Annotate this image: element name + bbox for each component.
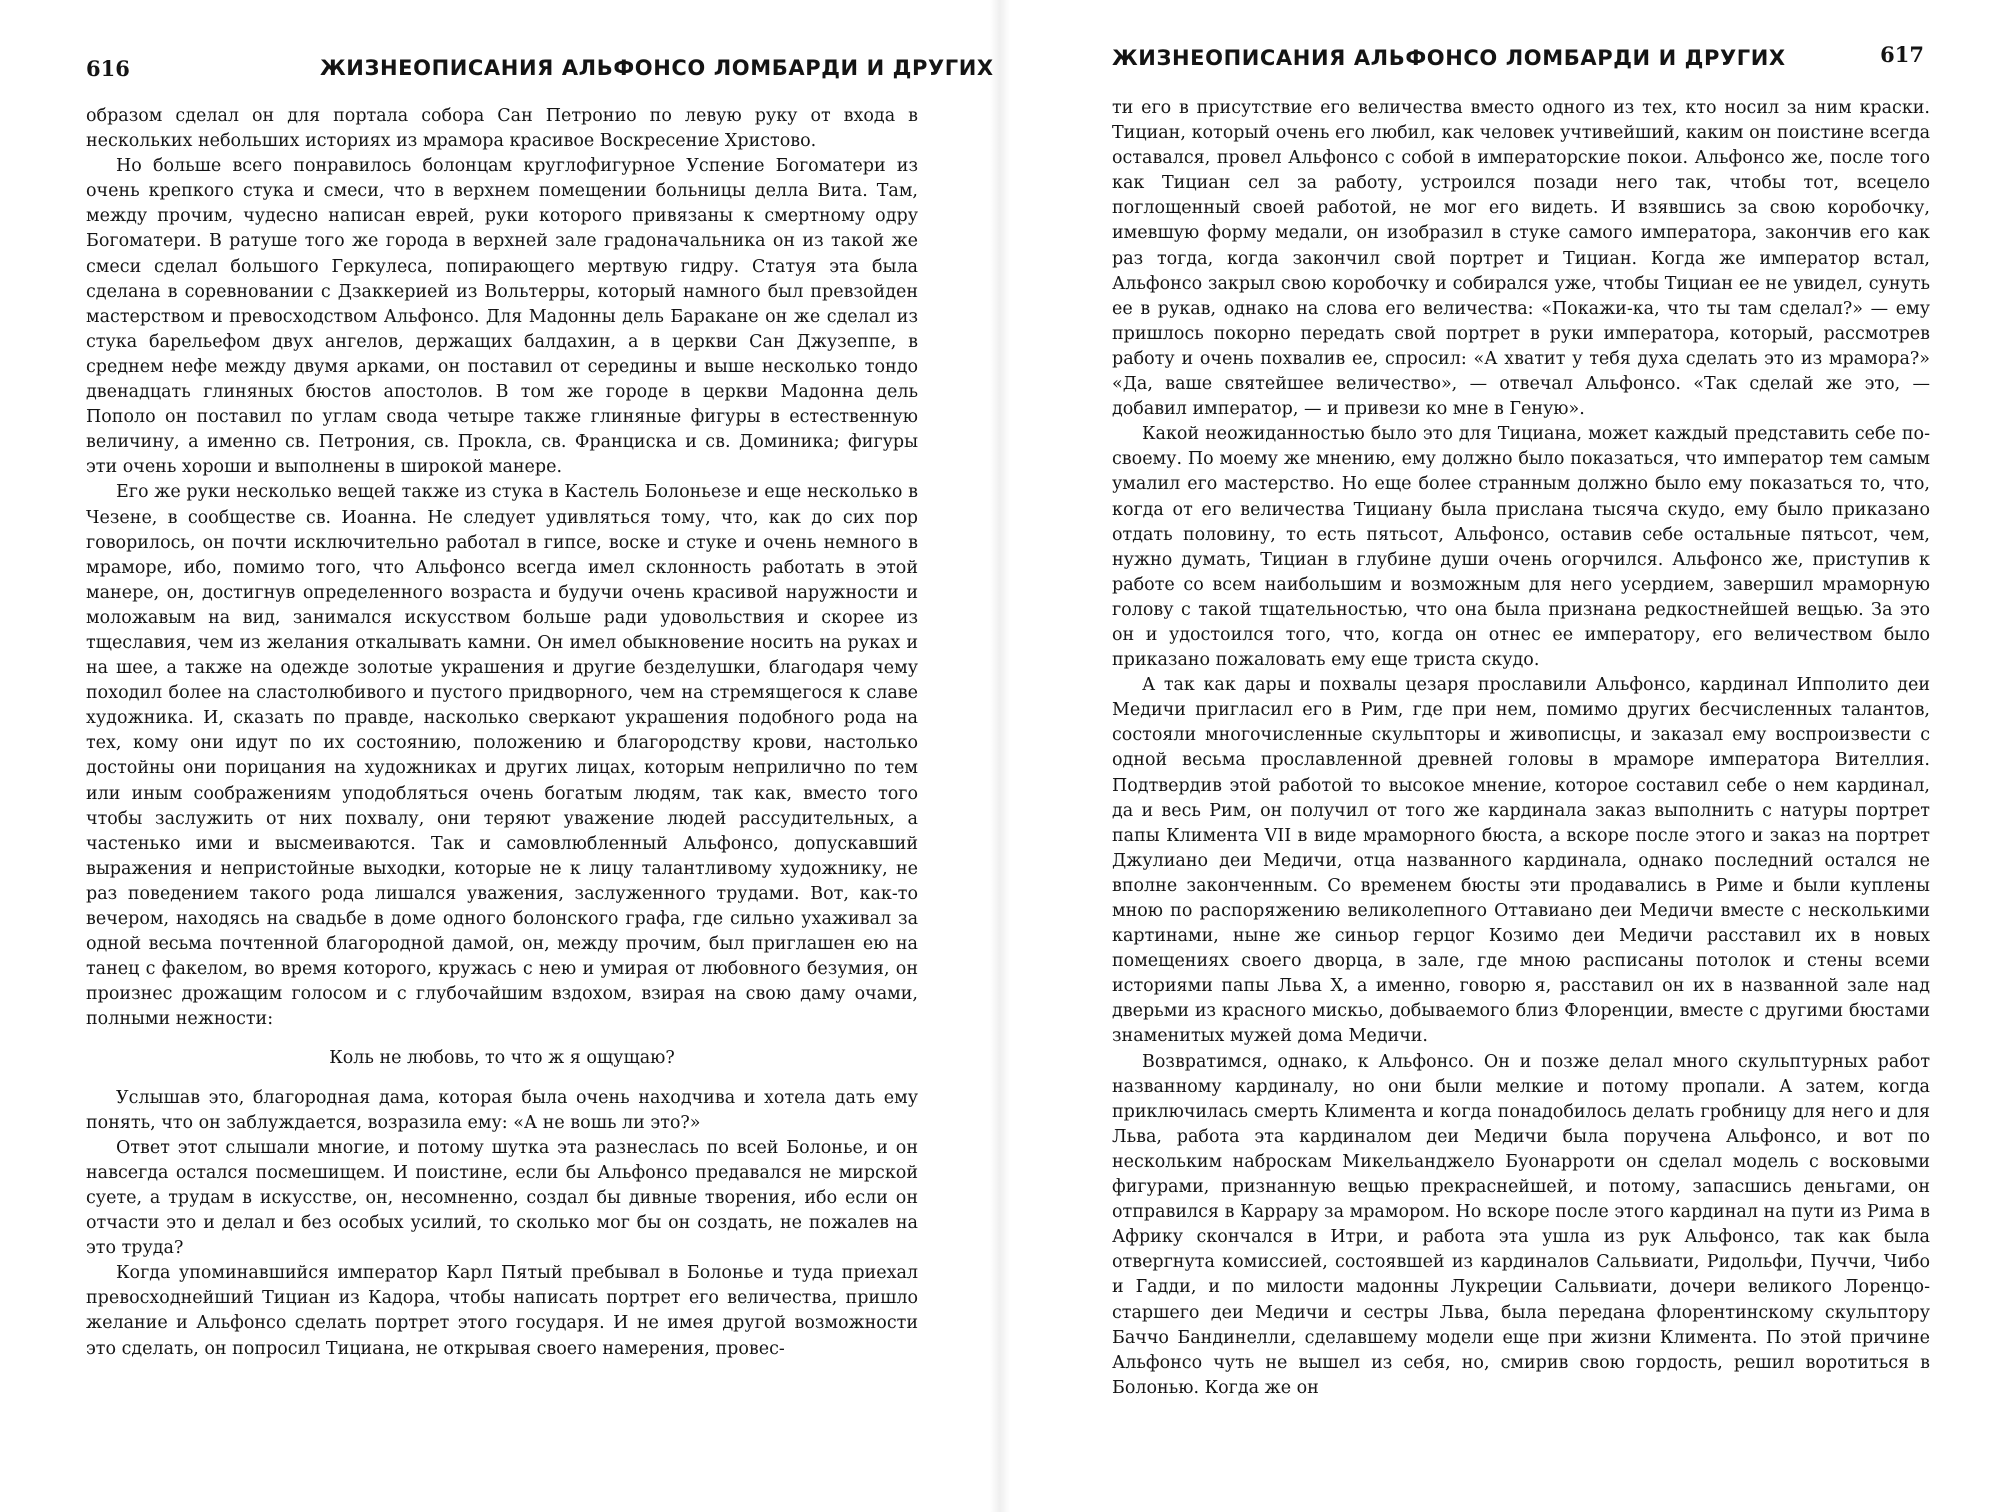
paragraph: Когда упоминавшийся император Карл Пятый пребывал в Болонье и туда приехал превосходнейший Тициан из Кадора, чтобы написать портрет его величества, пришло желание и Альфонсо сделать портрет этого государя. И не имея другой возможности это сделать, он попросил Тициана, не открывая своего намерения, провес- — [86, 1263, 918, 1359]
paragraph: образом сделал он для портала собора Сан Петронио по левую руку от входа в нескольких небольших историях из мрамора красивое Воскресение Христово. — [86, 106, 918, 152]
paragraph: Какой неожиданностью было это для Тициана, может каждый представить себе по-своему. По моему же мнению, ему должно было показаться, что император тем самым умалил его мастерство. Но еще более странным должно было ему показаться то, что, когда от его величества Тициану была прислана тысяча скудо, ему было приказано отдать половину, то есть пятьсот, Альфонсо, оставив себе остальные пятьсот, чем, нужно думать, Тициан в глубине души очень огорчился. Альфонсо же, приступив к работе со всем наибольшим и возможным для него усердием, завершил мраморную голову с такой тщательностью, что она была признана редкостнейшей вещью. За это он и удостоился того, что, когда он отнес ее императору, его величеством было приказано пожаловать ему еще триста скудо. — [1112, 424, 1930, 671]
right-page — [1000, 0, 2000, 1512]
paragraph: Ответ этот слышали многие, и потому шутка эта разнеслась по всей Болонье, и он навсегда остался посмешищем. И поистине, если бы Альфонсо предавался не мирской суете, а трудам в искусстве, он, несомненно, создал бы дивные творения, ибо если он отчасти это и делал и без особых усилий, то сколько мог бы он создать, не пожалев на это труда? — [86, 1137, 918, 1259]
paragraph: ти его в присутствие его величества вместо одного из тех, кто носил за ним краски. Тициан, который очень его любил, как человек учтивейший, каким он поистине всегда оставался, провел Альфонсо с собой в императорские покои. Альфонсо же, после того как Тициан сел за работу, устроился позади него так, чтобы тот, всецело поглощенный своей работой, не мог его видеть. И взявшись за свою коробочку, имевшую форму медали, он изобразил в стуке самого императора, закончив его как раз тогда, когда закончил свой портрет и Тициан. Когда же император встал, Альфонсо закрыл свою коробочку и собирался уже, чтобы Тициан ее не увидел, сунуть ее в рукав, однако на слова его величества: «Покажи-ка, что ты там сделал?» — ему пришлось покорно передать свой портрет в руки императора, который, рассмотрев работу и очень похвалив ее, спросил: «А хватит у тебя духа сделать это из мрамора?» «Да, ваше святейшее величество», — отвечал Альфонсо. «Так сделай же это, — добавил император, — и привези ко мне в Геную». — [1112, 98, 1930, 420]
paragraph: А так как дары и похвалы цезаря прославили Альфонсо, кардинал Ипполито деи Медичи пригласил его в Рим, где при нем, помимо других бесчисленных талантов, состояли многочисленные скульпторы и живописцы, и заказал ему воспроизвести с одной весьма прославленной древней головы в мраморе императора Вителлия. Подтвердив этой работой то высокое мнение, которое составил себе о нем кардинал, да и весь Рим, он получил от того же кардинала заказ выполнить с натуры портрет папы Климента VII в виде мраморного бюста, а вскоре после этого и заказ на портрет Джулиано деи Медичи, отца названного кардинала, однако последний остался не вполне законченным. Со временем бюсты эти продавались в Риме и были куплены мною по распоряжению великолепного Оттавиано деи Медичи вместе с несколькими картинами, ныне же синьор герцог Козимо деи Медичи расставил их в новых помещениях своего дворца, в зале, где мною расписаны потолок и стены всеми историями папы Льва X, а именно, говорю я, расставил он их в названной зале над дверьми из красного мискьо, добываемого близ Флоренции, вместе с другими бюстами знаменитых мужей дома Медичи. — [1112, 675, 1930, 1047]
verse-line: Коль не любовь, то что ж я ощущаю? — [329, 1048, 675, 1069]
body-text — [1112, 96, 1930, 1401]
paragraph: Его же руки несколько вещей также из стука в Кастель Болоньезе и еще несколько в Чезене, в сообществе св. Иоанна. Не следует удивляться тому, что, как до сих пор говорилось, он почти исключительно работал в гипсе, воске и стуке и очень немного в мраморе, ибо, помимо того, что Альфонсо всегда имел склонность работать в этой манере, он, достигнув определенного возраста и будучи очень красивой наружности и моложавым на вид, занимался искусством больше ради удовольствия и скорее из тщеславия, чем из желания откалывать камни. Он имел обыкновение носить на руках и на шее, а также на одежде золотые украшения и другие безделушки, благодаря чему походил более на сластолюбивого и пустого придворного, чем на стремящегося к славе художника. И, сказать по правде, насколько сверкают украшения подобного рода на тех, кому они идут по их состоянию, положению и благородству крови, настолько достойны они порицания на художниках и других лицах, которым неприлично по тем или иным соображениям уподобляться очень богатым людям, так как, вместо того чтобы заслужить от них похвалу, они теряют уважение людей рассудительных, а частенько ими и высмеиваются. Так и самовлюбленный Альфонсо, допускавший выражения и непристойные выходки, которые не к лицу талантливому художнику, не раз поведением такого рода лишался уважения, заслуженного трудами. Вот, как-то вечером, находясь на свадьбе в доме одного болонского графа, где сильно ухаживал за одной весьма почтенной благородной дамой, он, между прочим, был приглашен ею на танец с факелом, во время которого, кружась с нею и умирая от любовного безумия, он произнес дрожащим голосом и с глубочайшим вздохом, взирая на свою даму очами, полными нежности: — [86, 482, 918, 1030]
page-number: 616 — [86, 56, 130, 81]
running-head: ЖИЗНЕОПИСАНИЯ АЛЬФОНСО ЛОМБАРДИ И ДРУГИХ — [320, 56, 994, 80]
page-number: 617 — [1880, 42, 1924, 67]
paragraph: Услышав это, благородная дама, которая была очень находчива и хотела дать ему понять, что он заблуждается, возразила ему: «А не вошь ли это?» — [86, 1087, 918, 1133]
running-head: ЖИЗНЕОПИСАНИЯ АЛЬФОНСО ЛОМБАРДИ И ДРУГИХ — [1112, 46, 1786, 70]
paragraph: Возвратимся, однако, к Альфонсо. Он и позже делал много скульптурных работ названному кардиналу, но они были мелкие и потому пропали. А затем, когда приключилась смерть Климента и когда понадобилось делать гробницу для него и для Льва, работа эта кардиналом деи Медичи была поручена Альфонсо, и вот по нескольким наброскам Микельанджело Буонарроти он сделал модель с восковыми фигурами, признанную вещью прекраснейшей, и потому, запасшись деньгами, он отправился в Каррару за мрамором. Но вскоре после этого кардинал на пути из Рима в Африку скончался в Итри, и работа эта ушла из рук Альфонсо, так как была отвергнута комиссией, состоявшей из кардиналов Сальвиати, Ридольфи, Пуччи, Чибо и Гадди, и по милости мадонны Лукреции Сальвиати, дочери великого Лоренцо-старшего деи Медичи и сестры Льва, была передана флорентинскому скульптору Баччо Бандинелли, сделавшему модели еще при жизни Климента. По этой причине Альфонсо чуть не вышел из себя, но, смирив свою гордость, решил воротиться в Болонью. Когда же он — [1112, 1051, 1930, 1398]
paragraph: Но больше всего понравилось болонцам круглофигурное Успение Богоматери из очень крепкого стука и смеси, что в верхнем помещении больницы делла Вита. Там, между прочим, чудесно написан еврей, руки которого привязаны к смертному одру Богоматери. В ратуше того же города в верхней зале градоначальника он из такой же смеси сделал большого Геркулеса, попирающего мертвую гидру. Статуя эта была сделана в соревновании с Дзаккерией из Вольтерры, который намного был превзойден мастерством и превосходством Альфонсо. Для Мадонны дель Баракане он же сделал из стука барельефом двух ангелов, держащих балдахин, а в церкви Сан Джузеппе, в среднем нефе между двумя арками, он поставил от середины и выше несколько тондо двенадцать глиняных бюстов апостолов. В том же городе в церкви Мадонна дель Пополо он поставил по углам свода четыре также глиняные фигуры в естественную величину, а именно св. Петрония, св. Прокла, св. Франциска и св. Доминика; фигуры эти очень хороши и выполнены в широкой манере. — [86, 156, 918, 478]
body-text — [86, 104, 918, 1362]
